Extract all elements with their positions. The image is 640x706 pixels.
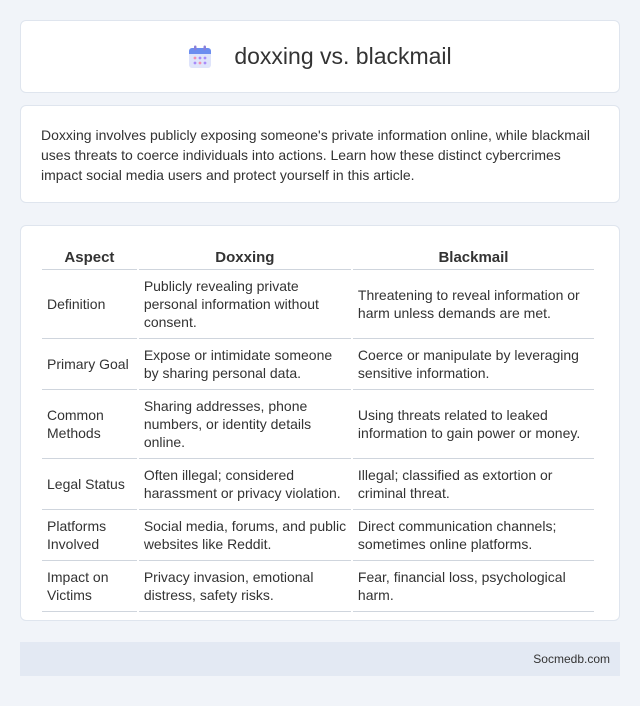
table-row	[42, 270, 594, 339]
footer-source: Socmedb.com	[533, 652, 610, 666]
title-card	[20, 20, 620, 93]
column-header-aspect: Aspect	[42, 246, 137, 270]
table-cell-doxxing: Social media, forums, and public websites like Reddit.	[139, 510, 351, 561]
table-cell-blackmail: Direct communication channels; sometimes online platforms.	[353, 510, 594, 561]
footer	[20, 642, 620, 676]
page-title: doxxing vs. blackmail	[234, 43, 452, 69]
table-cell-doxxing: Publicly revealing private personal information without consent.	[139, 270, 351, 339]
comparison-table	[40, 246, 596, 612]
table-cell-doxxing: Expose or intimidate someone by sharing personal data.	[139, 339, 351, 390]
intro-card	[20, 105, 620, 203]
table-cell-aspect: Definition	[42, 270, 137, 339]
table-cell-blackmail: Threatening to reveal information or harm unless demands are met.	[353, 270, 594, 339]
column-header-blackmail: Blackmail	[353, 246, 594, 270]
intro-text: Doxxing involves publicly exposing someone's private information online, while blackmail uses threats to coerce individuals into actions. Learn how these distinct cybercrimes impact social media users and protect yourself in this article.	[41, 127, 590, 183]
table-cell-blackmail: Illegal; classified as extortion or criminal threat.	[353, 459, 594, 510]
table-row	[42, 459, 594, 510]
table-cell-doxxing: Often illegal; considered harassment or privacy violation.	[139, 459, 351, 510]
table-cell-aspect: Primary Goal	[42, 339, 137, 390]
table-cell-doxxing: Privacy invasion, emotional distress, safety risks.	[139, 561, 351, 612]
table-cell-blackmail: Coerce or manipulate by leveraging sensitive information.	[353, 339, 594, 390]
calendar-icon	[188, 45, 212, 69]
table-cell-blackmail: Fear, financial loss, psychological harm.	[353, 561, 594, 612]
table-row	[42, 510, 594, 561]
table-cell-blackmail: Using threats related to leaked information to gain power or money.	[353, 390, 594, 459]
table-cell-aspect: Legal Status	[42, 459, 137, 510]
table-row	[42, 390, 594, 459]
table-row	[42, 339, 594, 390]
table-cell-aspect: Common Methods	[42, 390, 137, 459]
table-cell-aspect: Platforms Involved	[42, 510, 137, 561]
table-row	[42, 561, 594, 612]
table-header-row	[42, 246, 594, 270]
column-header-doxxing: Doxxing	[139, 246, 351, 270]
table-cell-aspect: Impact on Victims	[42, 561, 137, 612]
comparison-table-card	[20, 225, 620, 621]
table-cell-doxxing: Sharing addresses, phone numbers, or identity details online.	[139, 390, 351, 459]
